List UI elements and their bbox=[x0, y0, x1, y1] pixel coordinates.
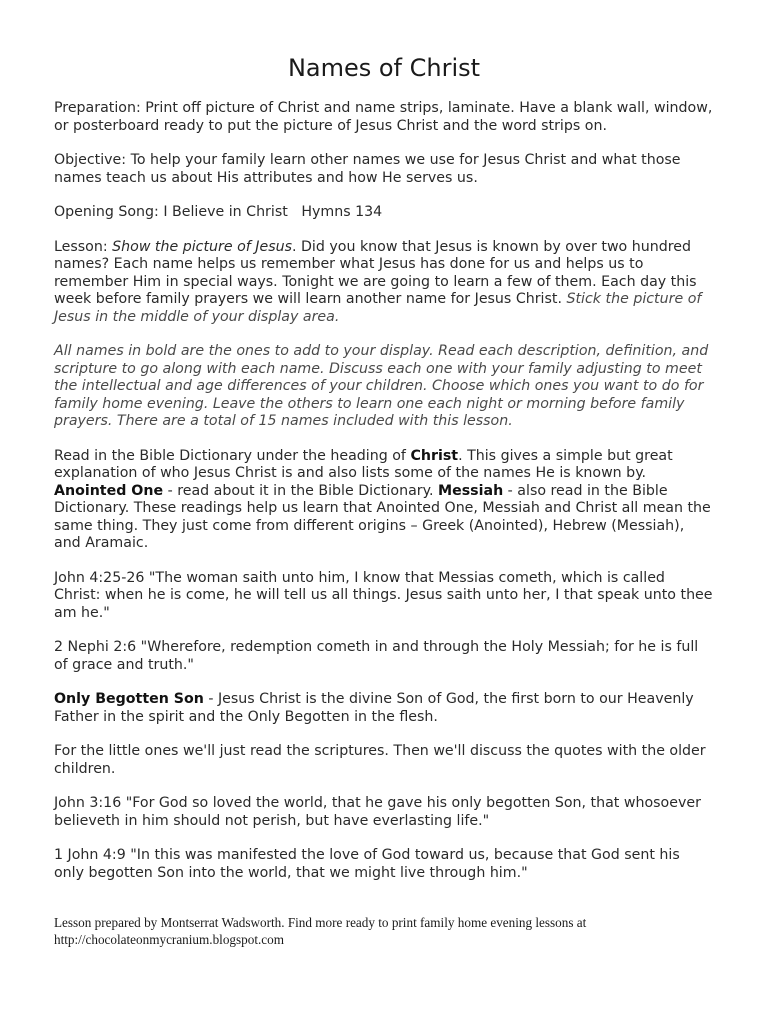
opening-song-paragraph: Opening Song: I Believe in Christ Hymns 134 bbox=[54, 204, 383, 220]
only-begotten-paragraph bbox=[54, 691, 714, 726]
lesson-body bbox=[54, 100, 714, 882]
preparation-paragraph: Preparation: Print off picture of Christ and name strips, laminate. Have a blank wall, window, or posterboard ready to put the picture of Jesus Christ and the word strips on. bbox=[54, 100, 713, 134]
lesson-label: Lesson: bbox=[54, 238, 113, 255]
little-ones-paragraph: For the little ones we'll just read the scriptures. Then we'll discuss the quotes with the older children. bbox=[54, 743, 706, 777]
bible-dictionary-paragraph bbox=[54, 448, 714, 553]
lesson-paragraph bbox=[54, 239, 714, 327]
bd-text-4: - also read in the Bible Dictionary. These readings help us learn that Anointed One, Messiah and Christ all mean the same thing. They just come from different origins – Greek (Anointed), Hebrew (Messiah), and Aramaic. bbox=[54, 482, 711, 551]
only-begotten-text: - Jesus Christ is the divine Son of God, the first born to our Heavenly Father in the spirit and the Only Begotten in the flesh. bbox=[54, 691, 694, 725]
bd-text-1: Read in the Bible Dictionary under the heading of bbox=[54, 447, 411, 464]
instructions-paragraph: All names in bold are the ones to add to your display. Read each description, definition, and scripture to go along with each name. Discuss each one with your family adjusting to meet the intellectual and age differences of your children. Choose which ones you want to do for family home evening. Leave the others to learn one each night or morning before family prayers. There are a total of 15 names included with this lesson. bbox=[54, 343, 709, 429]
page-title: Names of Christ bbox=[287, 54, 481, 82]
lesson-text: . Did you know that Jesus is known by over two hundred names? Each name helps us remember what Jesus has done for us and helps us to remember Him in special ways. Tonight we are going to learn a few of them. Each day this week before family prayers we will learn another name for Jesus Christ. bbox=[54, 238, 697, 307]
name-only-begotten-son: Only Begotten Son bbox=[54, 691, 204, 707]
name-anointed-one: Anointed One bbox=[54, 482, 164, 499]
footer-credit bbox=[54, 914, 734, 948]
scripture-john-3: John 3:16 "For God so loved the world, that he gave his only begotten Son, that whosoever believeth in him should not perish, but have everlasting life." bbox=[54, 795, 701, 829]
scripture-1-john: 1 John 4:9 "In this was manifested the love of God toward us, because that God sent his only begotten Son into the world, that we might live through him." bbox=[54, 847, 680, 881]
footer-line-1: Lesson prepared by Montserrat Wadsworth. Find more ready to print family home evening lessons at bbox=[54, 915, 587, 930]
bd-text-2: . This gives a simple but great explanation of who Jesus Christ is and also lists some of the names He is known by. bbox=[54, 447, 673, 481]
objective-paragraph: Objective: To help your family learn other names we use for Jesus Christ and what those names teach us about His attributes and how He serves us. bbox=[54, 152, 681, 186]
scripture-2-nephi: 2 Nephi 2:6 "Wherefore, redemption cometh in and through the Holy Messiah; for he is full of grace and truth." bbox=[54, 639, 699, 673]
footer-link[interactable]: http://chocolateonmycranium.blogspot.com bbox=[54, 932, 285, 947]
bd-text-3: - read about it in the Bible Dictionary. bbox=[163, 482, 438, 499]
lesson-instruction-stick: Stick the picture of Jesus in the middle of your display area. bbox=[54, 291, 702, 325]
lesson-instruction-show: Show the picture of Jesus bbox=[112, 238, 292, 255]
name-messiah: Messiah bbox=[438, 482, 504, 499]
scripture-john-4: John 4:25-26 "The woman saith unto him, I know that Messias cometh, which is called Christ: when he is come, he will tell us all things. Jesus saith unto her, I that speak unto thee am he." bbox=[54, 569, 713, 621]
name-christ: Christ bbox=[410, 447, 459, 464]
